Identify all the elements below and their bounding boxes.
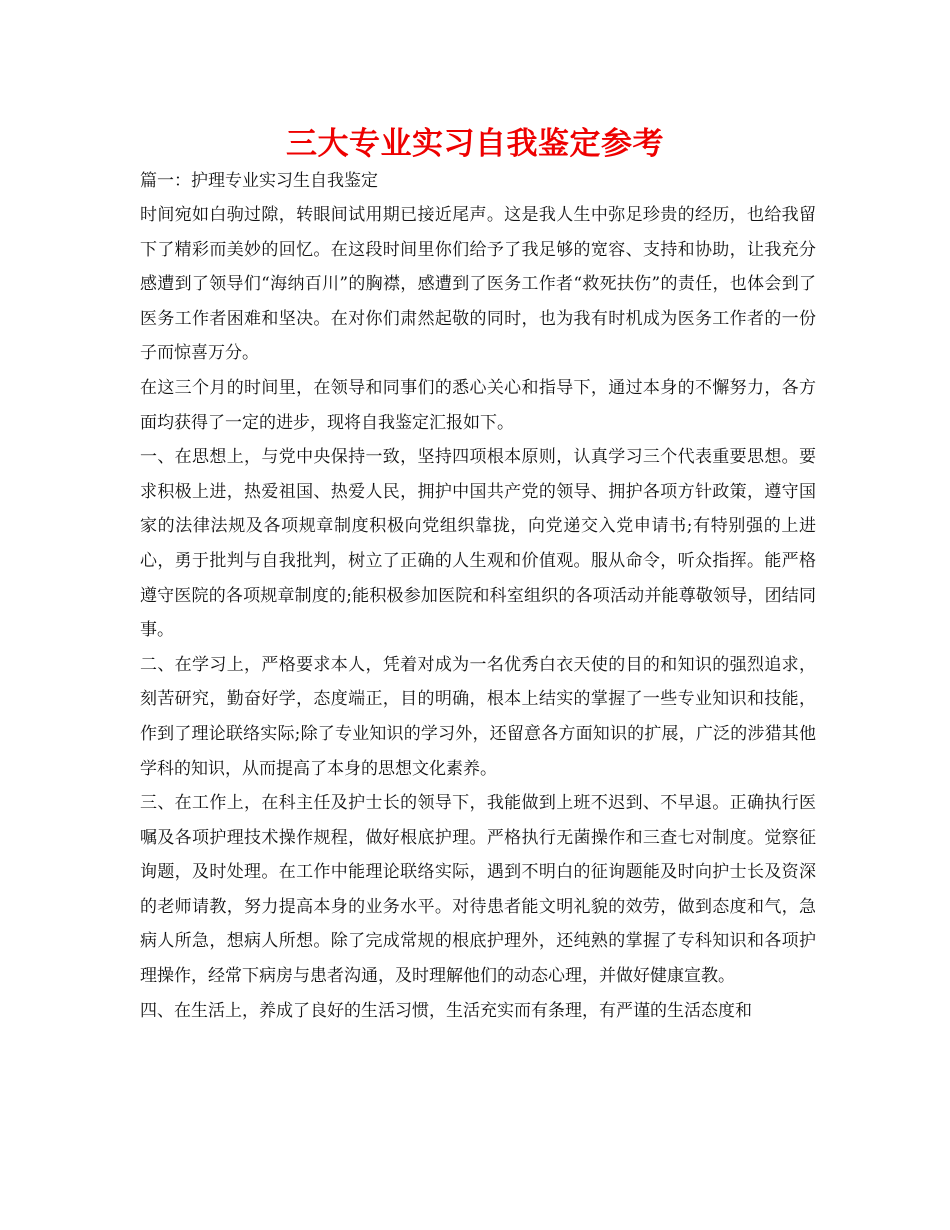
paragraph-study: 二、在学习上，严格要求本人，凭着对成为一名优秀白衣天使的目的和知识的强烈追求，刻苦研究，勤奋好学，态度端正，目的明确，根本上结实的掌握了一些专业知识和技能，作到了理论联络实际;除了专业知识的学习外，还留意各方面知识的扩展，广泛的涉猎其他学科的知识，从而提高了本身的思想文化素养。 <box>140 654 816 779</box>
paragraph-intro: 时间宛如白驹过隙，转眼间试用期已接近尾声。这是我人生中弥足珍贵的经历，也给我留下了精彩而美妙的回忆。在这段时间里你们给予了我足够的宽容、支持和协助，让我充分感遭到了领导们“海纳百川”的胸襟，感遭到了医务工作者“救死扶伤”的责任，也体会到了医务工作者困难和坚决。在对你们肃然起敬的同时，也为我有时机成为医务工作者的一份子而惊喜万分。 <box>140 205 816 364</box>
paragraph-summary: 在这三个月的时间里，在领导和同事们的悉心关心和指导下，通过本身的不懈努力，各方面均获得了一定的进步，现将自我鉴定汇报如下。 <box>140 377 816 433</box>
paragraph-ideology: 一、在思想上，与党中央保持一致，坚持四项根本原则，认真学习三个代表重要思想。要求积极上进，热爱祖国、热爱人民，拥护中国共产党的领导、拥护各项方针政策，遵守国家的法律法规及各项规章制度积极向党组织靠拢，向党递交入党申请书;有特别强的上进心，勇于批判与自我批判，树立了正确的人生观和价值观。服从命令，听众指挥。能严格遵守医院的各项规章制度的;能积极参加医院和科室组织的各项活动并能尊敬领导，团结同事。 <box>140 447 816 641</box>
document-body <box>140 166 816 1028</box>
paragraph-life: 四、在生活上，养成了良好的生活习惯，生活充实而有条理，有严谨的生活态度和 <box>140 1000 752 1021</box>
section-heading: 篇一：护理专业实习生自我鉴定 <box>140 171 378 191</box>
document-title: 三大专业实习自我鉴定参考 <box>286 126 664 162</box>
paragraph-work: 三、在工作上，在科主任及护士长的领导下，我能做到上班不迟到、不早退。正确执行医嘱及各项护理技术操作规程，做好根底护理。严格执行无菌操作和三查七对制度。觉察征询题，及时处理。在工作中能理论联络实际，遇到不明白的征询题能及时向护士长及资深的老师请教，努力提高本身的业务水平。对待患者能文明礼貌的效劳，做到态度和气，急病人所急，想病人所想。除了完成常规的根底护理外，还纯熟的掌握了专科知识和各项护理操作，经常下病房与患者沟通，及时理解他们的动态心理，并做好健康宣教。 <box>140 793 816 987</box>
